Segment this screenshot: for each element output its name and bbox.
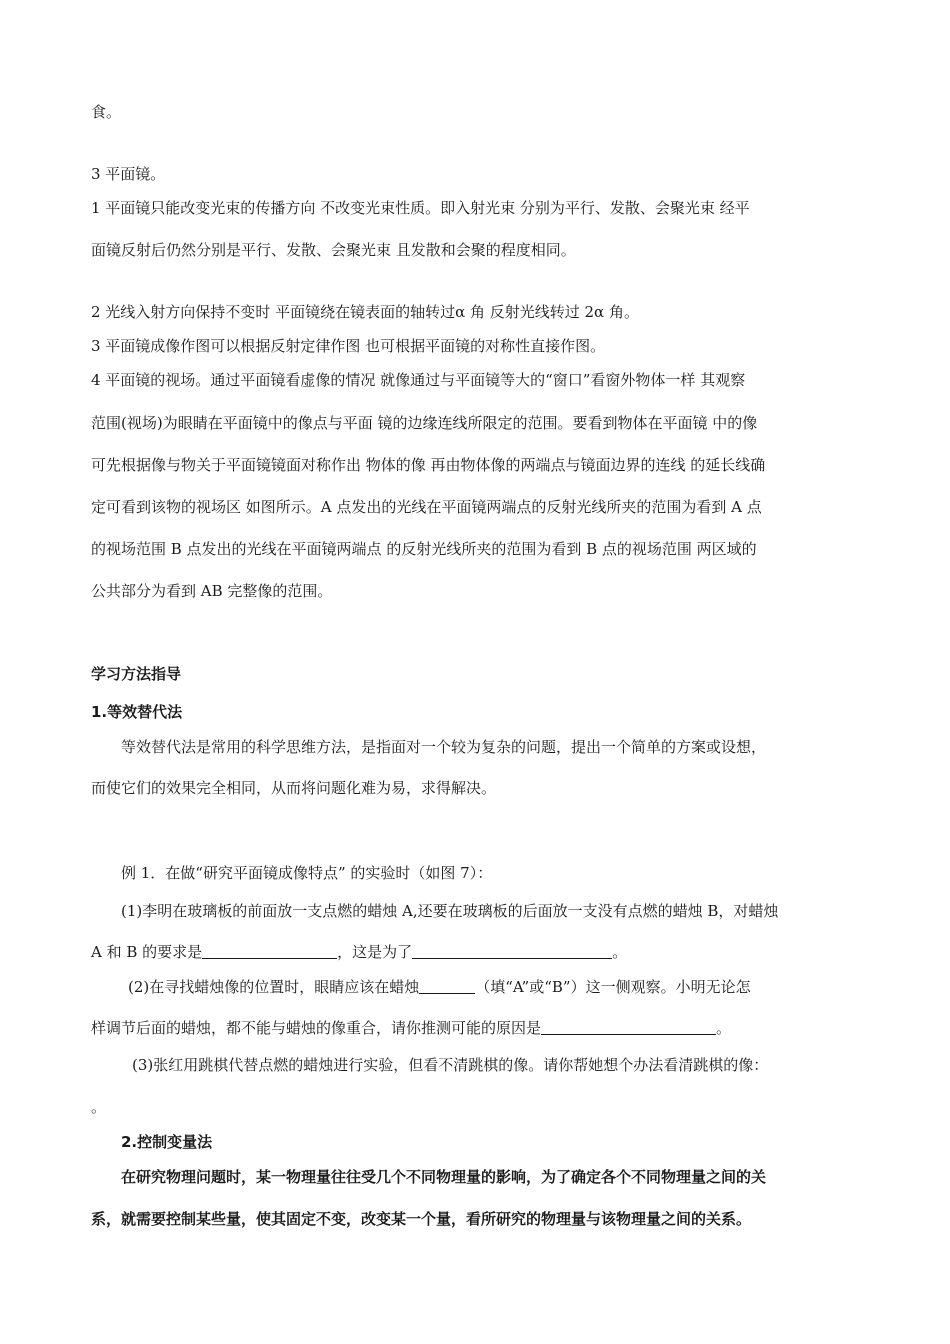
section-heading: 3 平面镜。 [91,165,166,183]
question-text: （填“A”或“B”）这一侧观察。小明无论怎 [475,978,751,996]
question-text: 样调节后面的蜡烛，都不能与蜡烛的像重合，请你推测可能的原因是 [91,1019,542,1037]
question-line [91,1018,731,1038]
paragraph-line: 4 平面镜的视场。通过平面镜看虚像的情况 就像通过与平面镜等大的“窗口”看窗外物体一样 其观察 [91,371,746,389]
question-text: 。 [612,943,628,961]
paragraph-line: 范围(视场)为眼睛在平面镜中的像点与平面 镜的边缘连线所限定的范围。要看到物体在平面镜 中的像 [91,414,758,432]
paragraph-line: 1 平面镜只能改变光束的传播方向 不改变光束性质。即入射光束 分别为平行、发散、会聚光束 经平 [91,199,750,217]
question-line: 。 [91,1098,107,1116]
question-line: (1)李明在玻璃板的前面放一支点燃的蜡烛 A,还要在玻璃板的后面放一支没有点燃的蜡烛 B，对蜡烛 [121,902,779,920]
question-text: 。 [716,1019,732,1037]
question-text: (2)在寻找蜡烛像的位置时，眼睛应该在蜡烛 [128,978,420,996]
section-title: 学习方法指导 [91,665,182,683]
answer-blank[interactable] [419,978,475,994]
paragraph-line: 等效替代法是常用的科学思维方法，是指面对一个较为复杂的问题，提出一个简单的方案或设想， [121,738,767,756]
answer-blank[interactable] [541,1019,716,1035]
paragraph-line: 在研究物理问题时，某一物理量往往受几个不同物理量的影响，为了确定各个不同物理量之间的关 [121,1168,767,1186]
paragraph-line: 系，就需要控制某些量，使其固定不变，改变某一个量，看所研究的物理量与该物理量之间的关系。 [91,1210,752,1228]
answer-blank[interactable] [202,943,337,959]
answer-blank[interactable] [412,943,612,959]
text-line: 食。 [91,103,122,121]
paragraph-line: 3 平面镜成像作图可以根据反射定律作图 也可根据平面镜的对称性直接作图。 [91,337,606,355]
paragraph-line: 可先根据像与物关于平面镜镜面对称作出 物体的像 再由物体像的两端点与镜面边界的连线 的延长线确 [91,456,766,474]
question-line: (3)张红用跳棋代替点燃的蜡烛进行实验，但看不清跳棋的像。请你帮她想个办法看清跳棋的像： [132,1056,769,1074]
question-text: A 和 B 的要求是 [91,943,203,961]
subsection-title: 1.等效替代法 [91,703,183,721]
paragraph-line: 公共部分为看到 AB 完整像的范围。 [91,582,333,600]
example-title: 例 1．在做“研究平面镜成像特点” 的实验时（如图 7）： [121,864,493,882]
paragraph-line: 面镜反射后仍然分别是平行、发散、会聚光束 且发散和会聚的程度相同。 [91,241,576,259]
question-text: ，这是为了 [337,943,413,961]
paragraph-line: 2 光线入射方向保持不变时 平面镜绕在镜表面的轴转过α 角 反射光线转过 2α 角。 [91,303,639,321]
paragraph-line: 定可看到该物的视场区 如图所示。A 点发出的光线在平面镜两端点的反射光线所夹的范围为看到 A 点 [91,498,762,516]
paragraph-line: 而使它们的效果完全相同，从而将问题化难为易，求得解决。 [91,779,497,797]
question-line [128,977,751,997]
question-line [91,942,627,962]
paragraph-line: 的视场范围 B 点发出的光线在平面镜两端点 的反射光线所夹的范围为看到 B 点的视场范围 两区域的 [91,540,757,558]
subsection-title: 2.控制变量法 [121,1133,213,1151]
